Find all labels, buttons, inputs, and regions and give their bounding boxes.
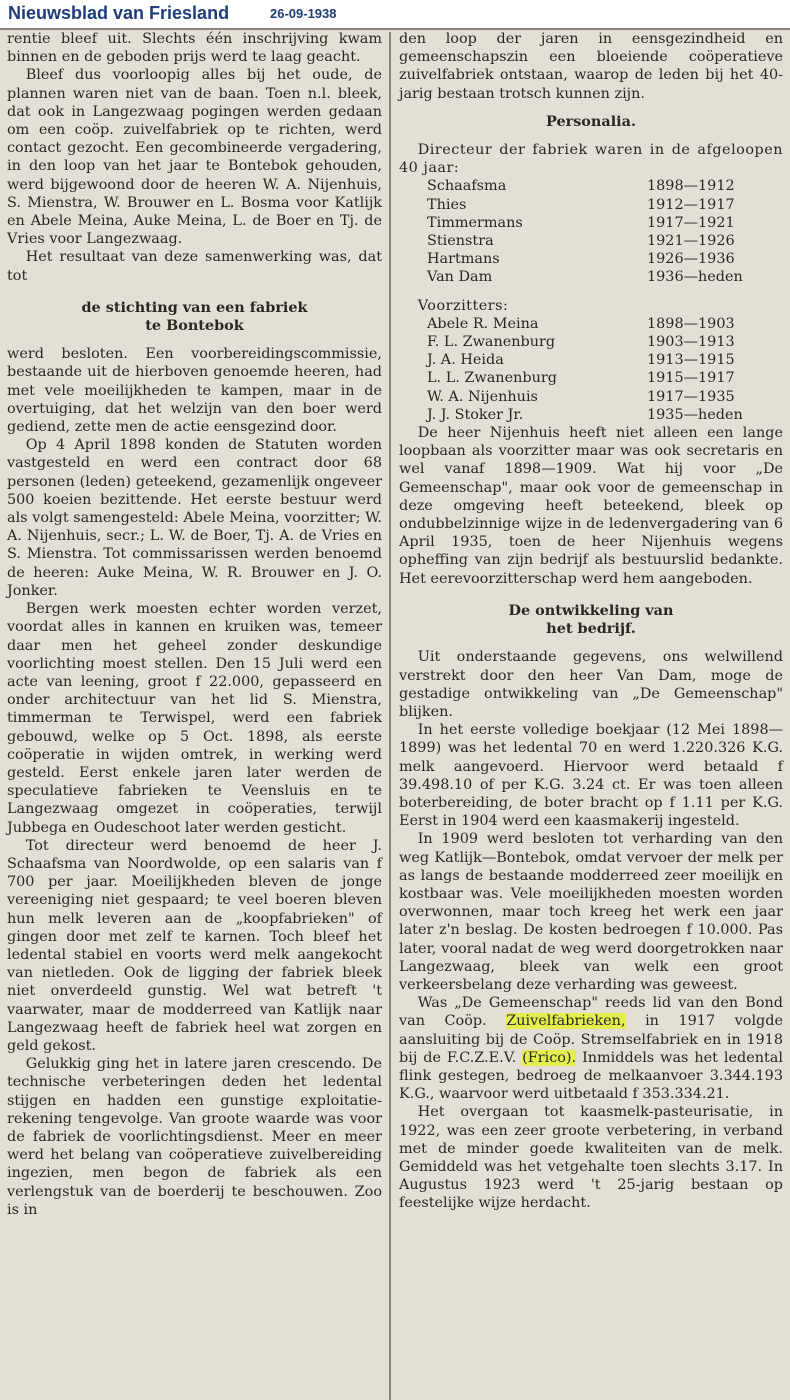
newspaper-clipping	[0, 28, 790, 1400]
person-name: W. A. Nijenhuis	[427, 388, 538, 405]
director-row	[427, 196, 757, 214]
text-run: in 1917 volgde aansluiting bij de Coöp. Stremselfabriek en in 1918 bij de F.C.Z.E.V.	[399, 1013, 783, 1066]
person-name: F. L. Zwanenburg	[427, 334, 556, 351]
person-name: Abele R. Meina	[427, 315, 539, 332]
term-years: 1912—1917	[647, 196, 735, 213]
highlighted-text: Zuivelfabrieken,	[506, 1013, 626, 1030]
term-years: 1898—1912	[647, 178, 735, 195]
paragraph: Het overgaan tot kaasmelk-pasteurisatie, in 1922, was een zeer groote verbetering, in verband met de minder goede kwaliteiten van de melk. Gemiddeld was het vetgehalte toen slechts 3.17. In Augustus 1923 werd 't 25-jarig bestaan op feestelijke wijze herdacht.	[399, 1104, 783, 1212]
term-years: 1921—1926	[647, 233, 735, 250]
term-years: 1926—1936	[647, 251, 735, 268]
director-row	[427, 250, 757, 268]
term-years: 1936—heden	[647, 269, 743, 286]
chair-row	[427, 388, 757, 406]
person-name: Hartmans	[427, 251, 500, 268]
paragraph: Bergen werk moesten echter worden verzet, voordat alles in kannen en kruiken was, temeer daar men het geheel zonder deskundige voorlichting moest stellen. Den 15 Juli werd een acte van leening, groot f 22.000, gepasseerd en onder architectuur van het lid S. Mienstra, timmerman te Terwispel, werd een fabriek gebouwd, welke op 5 Oct. 1898, als eerste coöperatie in wijden omtrek, in werking werd gesteld. Eerst enkele jaren later werden de speculatieve fabrieken te Veensluis en te Langezwaag omgezet in coöperaties, terwijl Jubbega en Oudeschoot later werden gesticht.	[7, 601, 382, 836]
chairs-title: Voorzitters:	[417, 297, 509, 314]
person-name: Thies	[427, 196, 467, 213]
paragraph: De heer Nijenhuis heeft niet alleen een lange loopbaan als voorzitter maar was ook secretaris en wel vanaf 1898—1909. Wat hij voor „De Gemeenschap", maar ook voor de gemeenschap in deze omgeving heeft beteekend, bleek op ondubbelzinnige wijze in de ledenvergadering van 6 April 1935, toen de heer Nijenhuis wegens opheffing van zijn bedrijf als bestuurslid bedankte. Het eerevoorzitterschap werd hem aangeboden.	[399, 425, 783, 587]
paragraph: werd besloten. Een voorbereidingscommissie, bestaande uit de hierboven genoemde heeren, had met vele moeilijkheden te kampen, maar in de overtuiging, dat het welzijn van den boer werd gediend, zette men de actie eensgezind door.	[7, 346, 382, 436]
person-name: Timmermans	[427, 214, 523, 231]
person-name: Schaafsma	[427, 178, 507, 195]
person-name: Stienstra	[427, 233, 494, 250]
personalia-heading: Personalia.	[546, 112, 636, 130]
newspaper-title: Nieuwsblad van Friesland	[8, 3, 230, 23]
person-name: Van Dam	[427, 269, 493, 286]
director-row	[427, 232, 757, 250]
chairs-table	[427, 315, 757, 424]
publication-date: 26-09-1938	[270, 6, 337, 21]
director-row	[427, 177, 757, 195]
highlighted-text: (Frico).	[522, 1049, 577, 1066]
chair-row	[427, 406, 757, 424]
term-years: 1917—1921	[647, 214, 735, 231]
term-years: 1898—1903	[647, 315, 735, 332]
term-years: 1935—heden	[647, 406, 743, 423]
term-years: 1913—1915	[647, 352, 735, 369]
paragraph	[399, 994, 783, 1103]
paragraph: den loop der jaren in eensgezindheid en gemeenschapszin een bloeiende coöperatieve zuivelfabriek ontstaan, waarop de leden bij het 40-jarig bestaan trotsch kunnen zijn.	[399, 31, 783, 102]
section-heading-line: De ontwikkeling van	[508, 601, 674, 619]
text-run: Inmiddels was het ledental flink gestegen, bedroeg de melkaanvoer 3.344.193 K.G., waarvoor werd uitbetaald f 353.334.21.	[399, 1049, 783, 1103]
paragraph: Tot directeur werd benoemd de heer J. Schaafsma van Noordwolde, op een salaris van f 700 per jaar. Moeilijkheden bleven de jonge vereeniging niet gespaard; te veel boeren bleven hun melk leveren aan de „koopfabrieken" of gingen door met zelf te karnen. Toch bleef het ledental stabiel en voorts werd melk aangekocht van nietleden. Ook de ligging der fabriek bleek niet onverdeeld gunstig. Wel wat betreft 't vaarwater, maar de modderreed van Katlijk naar Langezwaag heeft de fabriek heel wat zorgen en geld gekost.	[7, 837, 382, 1054]
left-column	[3, 30, 386, 1400]
section-heading-line: te Bontebok	[145, 317, 244, 335]
paragraph: In het eerste volledige boekjaar (12 Mei 1898—1899) was het ledental 70 en werd 1.220.326 K.G. melk aangevoerd. Hiervoor werd betaald f 39.498.10 of per K.G. 3.24 ct. Er was toen alleen boterbereiding, de boter bracht op f 1.11 per K.G. Eerst in 1904 werd een kaasmakerij ingesteld.	[399, 722, 783, 830]
paragraph: Het resultaat van deze samenwerking was, dat tot	[7, 249, 382, 284]
paragraph: rentie bleef uit. Slechts één inschrijving kwam binnen en de geboden prijs werd te laag geacht.	[7, 31, 382, 66]
right-column	[395, 30, 787, 1400]
term-years: 1915—1917	[647, 370, 735, 387]
directors-table	[427, 177, 757, 286]
section-heading-line: het bedrijf.	[546, 620, 636, 638]
chair-row	[427, 315, 757, 333]
person-name: J. A. Heida	[427, 352, 504, 369]
term-years: 1903—1913	[647, 334, 735, 351]
paragraph: Uit onderstaande gegevens, ons welwillend verstrekt door den heer Van Dam, moge de gestadige ontwikkeling van „De Gemeenschap" blijken.	[399, 649, 783, 720]
paragraph: Bleef dus voorloopig alles bij het oude, de plannen waren niet van de baan. Toen n.l. bleek, dat ook in Langezwaag pogingen werden gedaan om een coöp. zuivelfabriek op te richten, werd contact gezocht. Een gecombineerde vergadering, in den loop van het jaar te Bontebok gehouden, werd bijgewoond door de heeren W. A. Nijenhuis, S. Mienstra, W. Brouwer en L. Bosma voor Katlijk en Abele Meina, Auke Meina, L. de Boer en Tj. de Vries voor Langezwaag.	[7, 67, 382, 248]
column-divider	[389, 32, 391, 1400]
director-row	[427, 214, 757, 232]
text-run: Was „De Gemeenschap" reeds lid van den Bond van Coöp.	[399, 995, 783, 1030]
person-name: L. L. Zwanenburg	[427, 370, 557, 387]
person-name: J. J. Stoker Jr.	[427, 406, 524, 423]
paragraph: Gelukkig ging het in latere jaren crescendo. De technische verbeteringen deden het ledental stijgen en hadden een gunstige exploitatie-rekening tengevolge. Van groote waarde was voor de fabriek de voorlichtingsdienst. Meer en meer werd het belang van coöperatieve zuivelbereiding ingezien, men begon de fabriek als een verlengstuk van de boerderij te beschouwen. Zoo is in	[7, 1056, 382, 1218]
directors-title: Directeur der fabriek waren in de afgeloopen 40 jaar:	[399, 142, 783, 177]
chair-row	[427, 333, 757, 351]
section-heading-line: de stichting van een fabriek	[81, 298, 308, 316]
page-header	[0, 0, 790, 26]
term-years: 1917—1935	[647, 388, 735, 405]
chair-row	[427, 351, 757, 369]
director-row	[427, 268, 757, 286]
paragraph: In 1909 werd besloten tot verharding van den weg Katlijk—Bontebok, omdat vervoer der melk per as langs de bestaande modderreed zeer moeilijk en kostbaar was. Vele moeilijkheden moesten worden overwonnen, maar toch kreeg het werk een jaar later z'n beslag. De kosten bedroegen f 10.000. Pas later, vooral nadat de weg werd doorgetrokken naar Langezwaag, bleek van welk een groot verkeersbelang deze verharding was geweest.	[399, 831, 783, 993]
paragraph: Op 4 April 1898 konden de Statuten worden vastgesteld en werd een contract door 68 personen (leden) geteekend, gezamenlijk ongeveer 500 koeien bezittende. Het eerste bestuur werd als volgt samengesteld: Abele Meina, voorzitter; W. A. Nijenhuis, secr.; L. W. de Boer, Tj. A. de Vries en S. Mienstra. Tot commissarissen werden benoemd de heeren: Auke Meina, W. R. Brouwer en J. O. Jonker.	[7, 437, 382, 599]
chair-row	[427, 369, 757, 387]
